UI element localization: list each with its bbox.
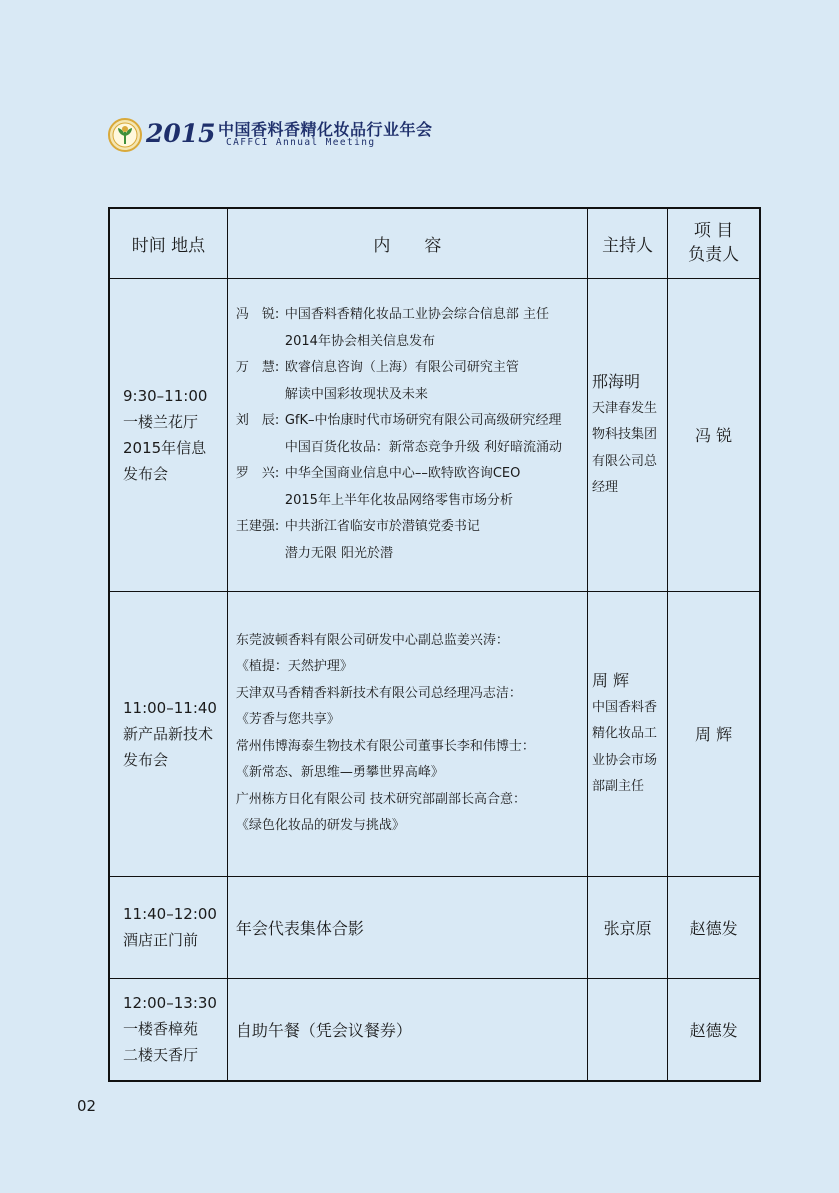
header-time: 时间 地点: [109, 208, 227, 278]
time-line: 11:00–11:40: [123, 698, 217, 717]
talk-title: 中国百货化妆品：新常态竞争升级 利好暗流涌动: [284, 439, 562, 455]
time-line: 9:30–11:00: [123, 386, 208, 405]
content-line: 《植提：天然护理》: [235, 659, 353, 674]
speaker-name: 王建强:: [235, 519, 280, 534]
row-owner: 冯 锐: [668, 278, 760, 591]
content-line: 常州伟博海泰生物技术有限公司董事长李和伟博士：: [235, 738, 535, 754]
speaker-info: GfK–中怡康时代市场研究有限公司高级研究经理: [284, 413, 562, 428]
row-content: 年会代表集体合影: [227, 876, 587, 978]
row-content: [227, 591, 587, 876]
host-title-line: 天津春发生: [591, 400, 657, 416]
speaker-name: [236, 541, 285, 568]
host-title-line: 物科技集团: [591, 427, 657, 442]
header-owner-line1: 项 目: [693, 221, 734, 242]
row-owner: 赵德发: [668, 978, 760, 1081]
speaker-name: 万 慧:: [235, 360, 280, 375]
speaker-name: [236, 435, 285, 462]
row-host: [587, 278, 667, 591]
row-time-location: [109, 278, 227, 591]
content-line: [236, 488, 587, 515]
row-host: [587, 591, 667, 876]
speaker-name: [236, 488, 285, 515]
content-line: [236, 435, 587, 462]
session-line: 新产品新技术: [123, 724, 214, 743]
speaker-info: 中共浙江省临安市於潜镇党委书记: [284, 519, 480, 534]
location-line: 一楼兰花厅: [123, 412, 199, 431]
content-line: [236, 355, 587, 382]
speaker-name: 罗 兴:: [235, 466, 280, 481]
host-name: 周 辉: [591, 670, 630, 690]
event-title-cn: 中国香料香精化妆品行业年会: [218, 120, 433, 139]
host-title-line: 中国香料香: [591, 699, 657, 715]
table-row: [109, 876, 760, 978]
header-owner-line2: 负责人: [688, 245, 740, 266]
content-line: [236, 302, 587, 329]
time-line: 12:00–13:30: [123, 994, 217, 1013]
speaker-name: 刘 辰:: [235, 413, 280, 428]
content-line: [236, 408, 587, 435]
content-line: [236, 514, 587, 541]
speaker-info: 中国香料香精化妆品工业协会综合信息部 主任: [284, 307, 549, 322]
content-line: [236, 329, 587, 356]
content-line: 《芳香与您共享》: [235, 712, 340, 727]
content-line: 天津双马香精香料新技术有限公司总经理冯志洁：: [235, 685, 522, 701]
event-year: 2015: [146, 119, 216, 148]
content-line: [236, 461, 587, 488]
host-title-line: 精化妆品工: [591, 726, 657, 741]
schedule-table: [108, 207, 761, 1082]
row-owner: 周 辉: [668, 591, 760, 876]
table-row: [109, 978, 760, 1081]
talk-title: 解读中国彩妆现状及未来: [284, 386, 428, 402]
page-number: 02: [77, 1097, 97, 1115]
event-title-en: CAFFCI Annual Meeting: [226, 137, 376, 148]
talk-title: 潜力无限 阳光於潜: [284, 545, 393, 561]
content-line: 《绿色化妆品的研发与挑战》: [235, 818, 405, 833]
talk-title: 2014年协会相关信息发布: [284, 333, 435, 349]
session-line: 发布会: [123, 464, 169, 483]
table-row: [109, 278, 760, 591]
session-line: 发布会: [123, 750, 169, 769]
content-line: [236, 382, 587, 409]
host-title-line: 业协会市场: [591, 752, 657, 768]
association-logo-icon: [108, 118, 142, 152]
host-title-line: 有限公司总: [591, 453, 657, 469]
speaker-name: 冯 锐:: [235, 307, 280, 322]
session-line: 2015年信息: [123, 438, 207, 457]
row-time-location: [109, 591, 227, 876]
speaker-info: 中华全国商业信息中心––欧特欧咨询CEO: [284, 466, 521, 481]
row-host: 张京原: [587, 876, 667, 978]
table-row: [109, 591, 760, 876]
content-line: 《新常态、新思维—勇攀世界高峰》: [235, 765, 444, 780]
location-line: 二楼天香厅: [123, 1046, 199, 1065]
talk-title: 2015年上半年化妆品网络零售市场分析: [284, 492, 513, 508]
speaker-name: [236, 329, 285, 356]
speaker-info: 欧睿信息咨询（上海）有限公司研究主管: [284, 360, 519, 375]
location-line: 酒店正门前: [123, 931, 199, 949]
row-time-location: [109, 876, 227, 978]
header-host: 主持人: [587, 208, 667, 278]
host-title-line: 经理: [591, 480, 618, 495]
row-host: [587, 978, 667, 1081]
content-line: 广州栋方日化有限公司 技术研究部副部长高合意：: [235, 791, 526, 807]
speaker-name: [236, 382, 285, 409]
row-content: 自助午餐（凭会议餐券）: [227, 978, 587, 1081]
row-content: [227, 278, 587, 591]
event-header: [108, 116, 508, 156]
header-owner: [668, 208, 760, 278]
location-line: 一楼香樟苑: [123, 1020, 199, 1039]
table-header-row: [109, 208, 760, 278]
content-line: [236, 541, 587, 568]
content-line: 东莞波顿香料有限公司研发中心副总监姜兴涛：: [235, 632, 509, 648]
time-line: 11:40–12:00: [123, 905, 217, 923]
row-time-location: [109, 978, 227, 1081]
host-title-line: 部副主任: [591, 779, 644, 794]
header-content: 内 容: [227, 208, 587, 278]
host-name: 邢海明: [591, 371, 640, 391]
row-owner: 赵德发: [668, 876, 760, 978]
